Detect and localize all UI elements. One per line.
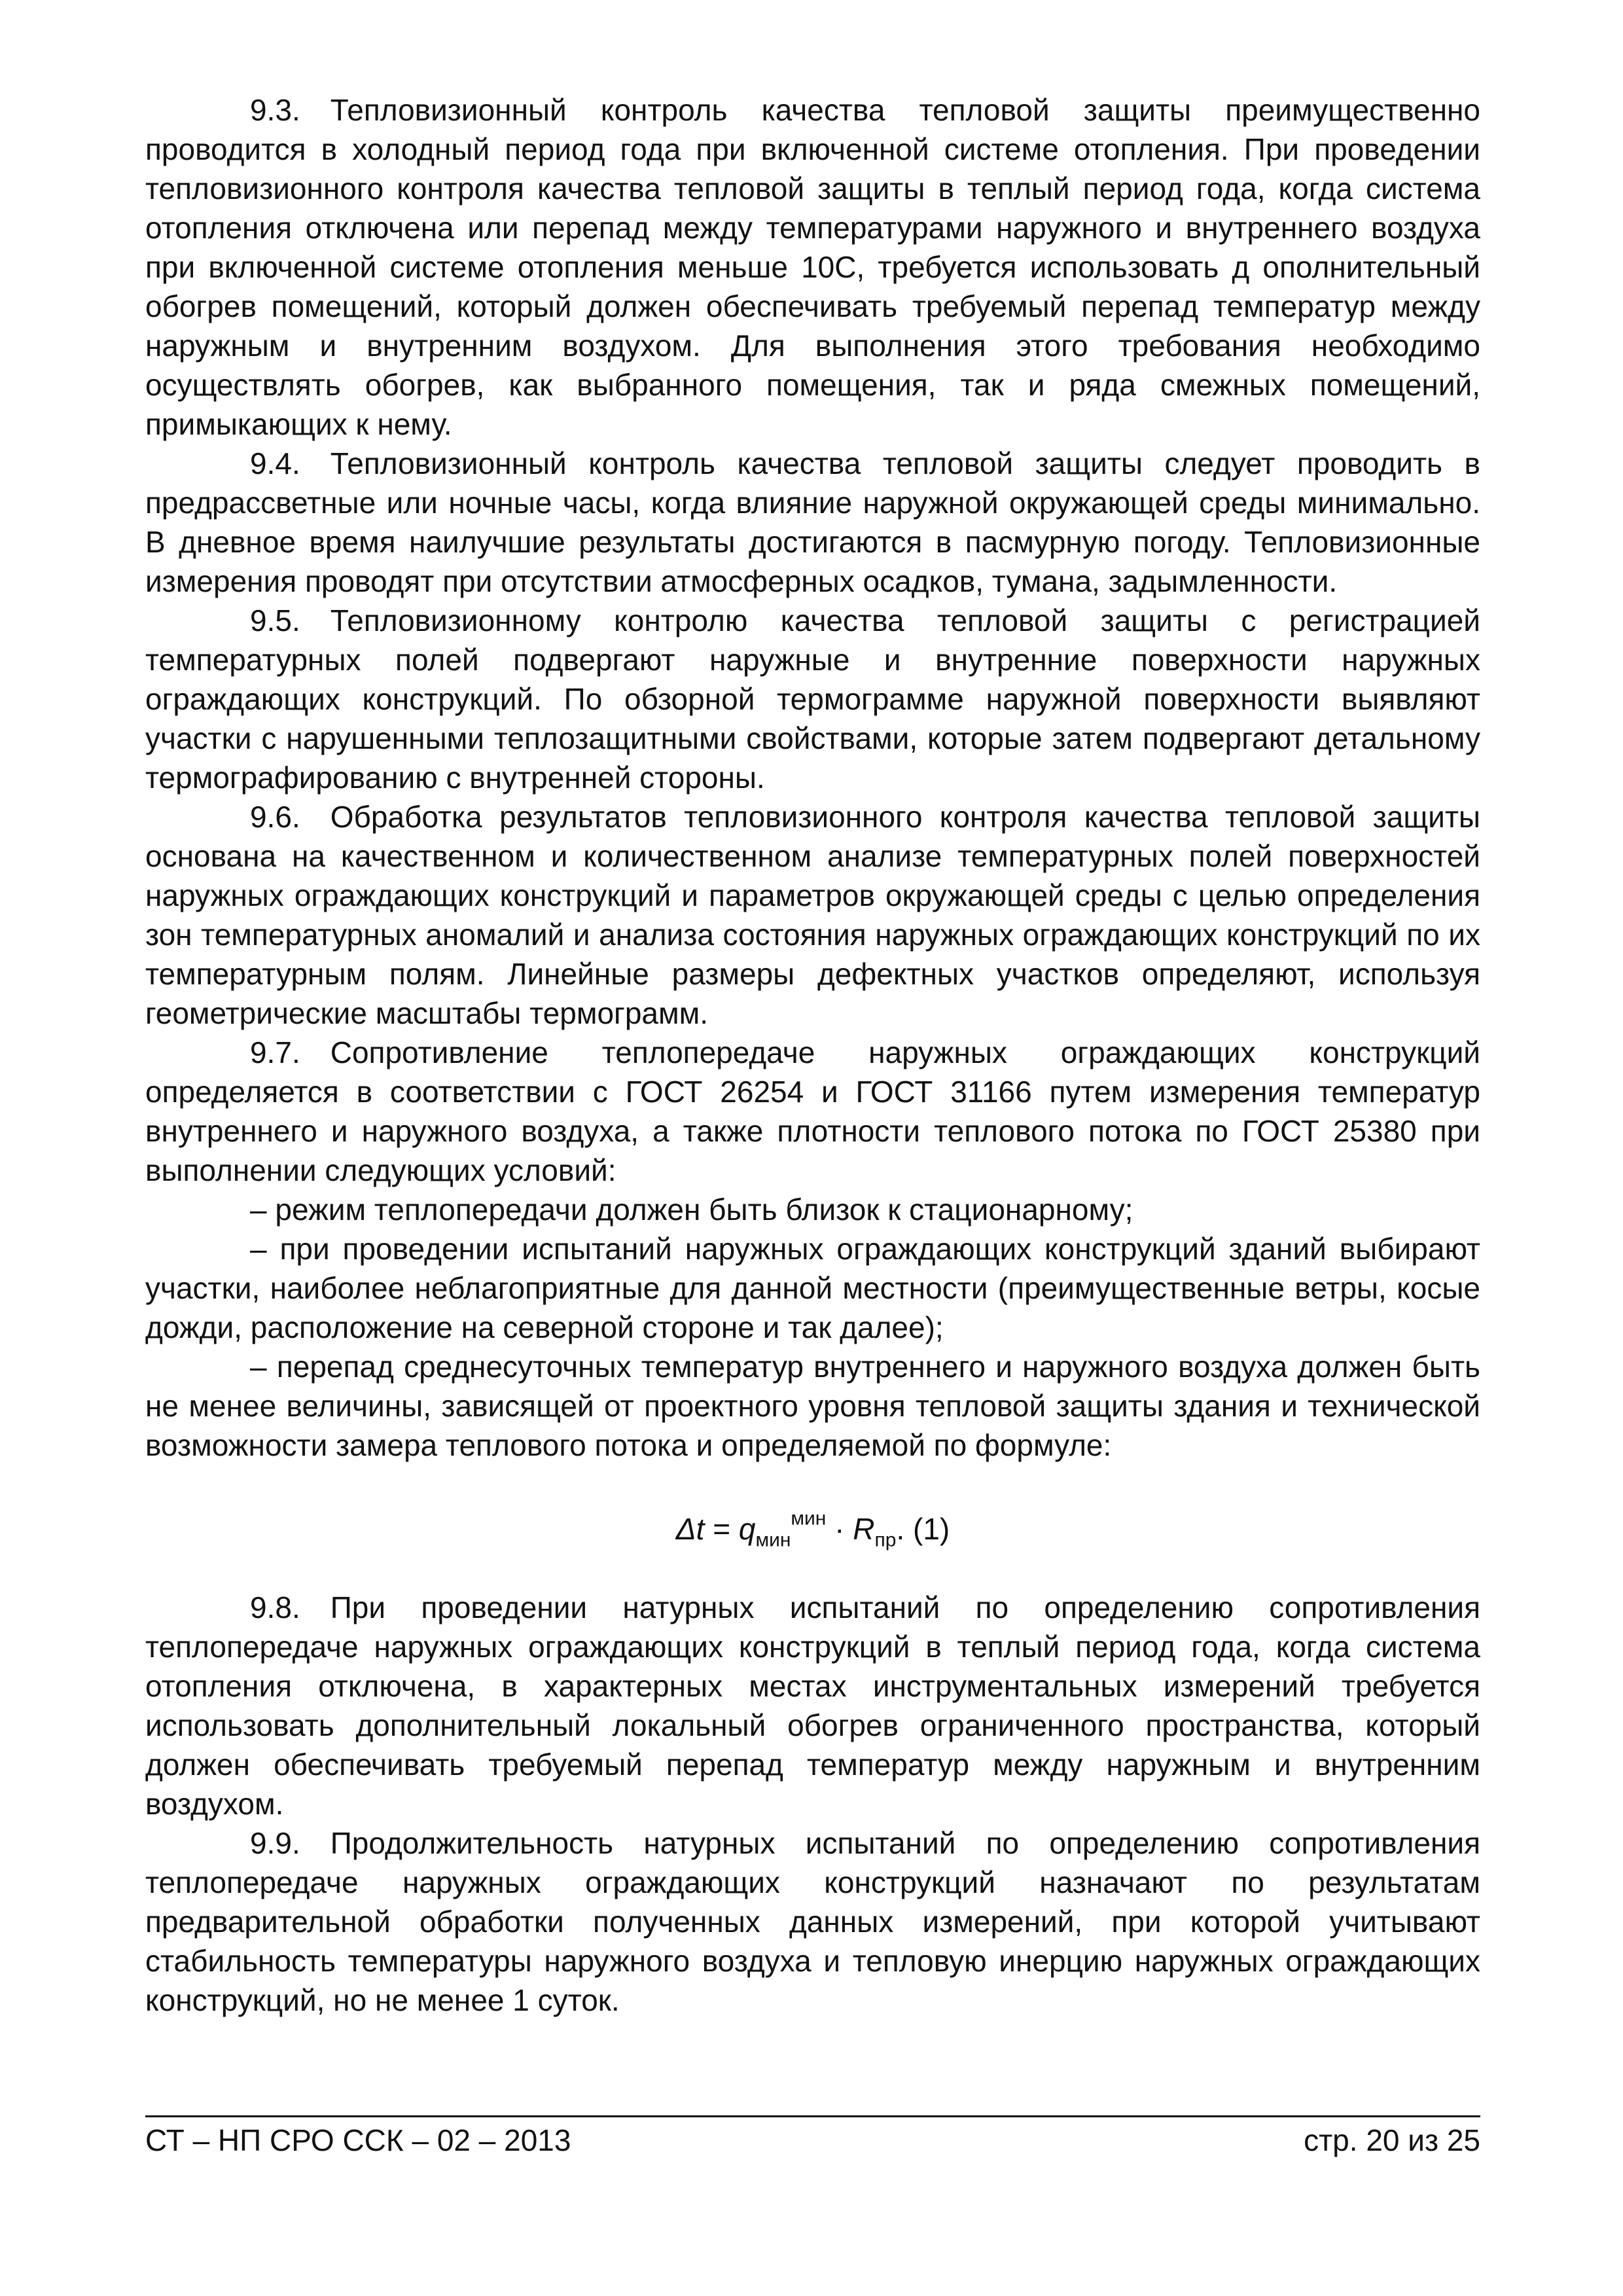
formula-1 — [145, 1509, 1480, 1549]
formula-r-subscript: пр — [874, 1529, 897, 1551]
formula-multiply: · — [826, 1512, 853, 1546]
formula-number: . (1) — [896, 1512, 950, 1546]
formula-equals: = — [704, 1512, 739, 1546]
formula-q: q — [738, 1512, 756, 1546]
paragraph-9-8: 9.8. При проведении натурных испытаний по определению сопротивления теплопередаче наружных ограждающих конструкций в теплый период года, когда система отопления отключена, в характерных местах инструментальных измерений требуется использовать дополнительный локальный обогрев ограниченного пространства, который должен обеспечивать требуемый перепад температур между наружным и внутренним воздухом. — [145, 1590, 1480, 1821]
paragraph-9-9: 9.9. Продолжительность натурных испытаний по определению сопротивления теплопередаче наружных ограждающих конструкций назначают по результатам предварительной обработки полученных данных измерений, при которой учитывают стабильность температуры наружного воздуха и тепловую инерцию наружных ограждающих конструкций, но не менее 1 суток. — [145, 1826, 1480, 2017]
body-text — [145, 90, 1480, 2020]
document-id: СТ – НП СРО ССК – 02 – 2013 — [145, 2123, 571, 2157]
paragraph-9-4: 9.4. Тепловизионный контроль качества тепловой защиты следует проводить в предрассветные или ночные часы, когда влияние наружной окружающей среды минимально. В дневное время наилучшие результаты достигаются в пасмурную погоду. Тепловизионные измерения проводят при отсутствии атмосферных осадков, тумана, задымленности. — [145, 446, 1480, 598]
formula-delta-t: Δt — [675, 1512, 705, 1546]
paragraph-9-5: 9.5. Тепловизионному контролю качества тепловой защиты с регистрацией температурных полей подвергают наружные и внутренние поверхности наружных ограждающих конструкций. По обзорной термограмме наружной поверхности выявляют участки с нарушенными теплозащитными свойствами, которые затем подвергают детальному термографированию с внутренней стороны. — [145, 603, 1480, 795]
formula-q-superscript: мин — [791, 1507, 827, 1530]
paragraph-9-7: 9.7. Сопротивление теплопередаче наружных ограждающих конструкций определяется в соответствии с ГОСТ 26254 и ГОСТ 31166 путем измерения температур внутреннего и наружного воздуха, а также плотности теплового потока по ГОСТ 25380 при выполнении следующих условий: — [145, 1035, 1480, 1187]
page-number: стр. 20 из 25 — [1304, 2123, 1480, 2157]
footer-divider — [145, 2115, 1480, 2117]
paragraph-9-6: 9.6. Обработка результатов тепловизионного контроля качества тепловой защиты основана на качественном и количественном анализе температурных полей поверхностей наружных ограждающих конструкций и параметров окружающей среды с целью определения зон температурных аномалий и анализа состояния наружных ограждающих конструкций по их температурным полям. Линейные размеры дефектных участков определяют, используя геометрические масштабы термограмм. — [145, 800, 1480, 1030]
condition-item-1: – режим теплопередачи должен быть близок к стационарному; — [250, 1193, 1133, 1227]
paragraph-9-3: 9.3. Тепловизионный контроль качества тепловой защиты преимущественно проводится в холодный период года при включенной системе отопления. При проведении тепловизионного контроля качества тепловой защиты в теплый период года, когда система отопления отключена или перепад между температурами наружного и внутреннего воздуха при включенной системе отопления меньше 10С, требуется использовать д ополнительный обогрев помещений, который должен обеспечивать требуемый перепад температур между наружным и внутренним воздухом. Для выполнения этого требования необходимо осуществлять обогрев, как выбранного помещения, так и ряда смежных помещений, примыкающих к нему. — [145, 93, 1480, 441]
formula-q-subscript: мин — [755, 1529, 791, 1551]
page-footer — [145, 2121, 1480, 2162]
condition-item-3: – перепад среднесуточных температур внутреннего и наружного воздуха должен быть не менее величины, зависящей от проектного уровня тепловой защиты здания и технической возможности замера теплового потока и определяемой по формуле: — [145, 1350, 1480, 1462]
condition-item-2: – при проведении испытаний наружных ограждающих конструкций зданий выбирают участки, наиболее неблагоприятные для данной местности (преимущественные ветры, косые дожди, расположение на северной стороне и так далее); — [145, 1232, 1480, 1344]
formula-r: R — [853, 1512, 875, 1546]
